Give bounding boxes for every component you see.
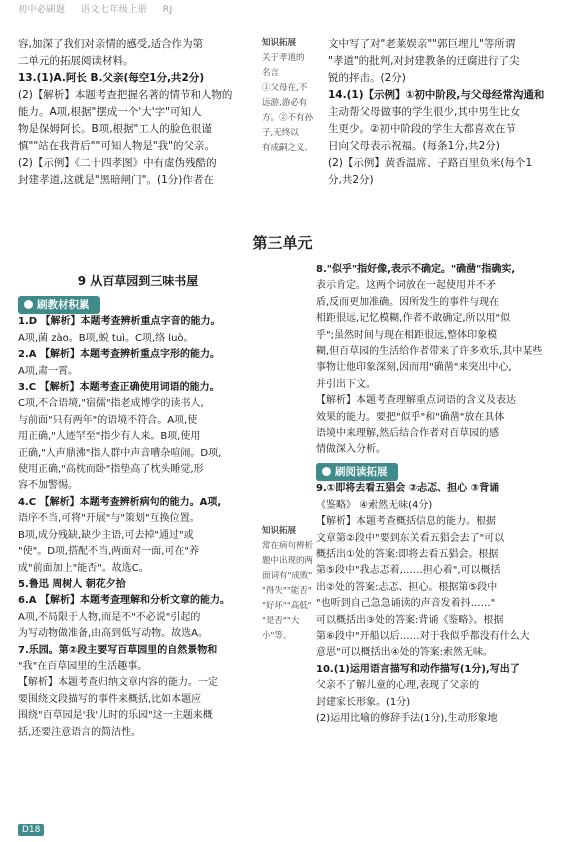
text-line: 出②处的答案:忐忑、担心。根据第⑤段中	[316, 581, 498, 593]
text-line: "也听到自己急急诵读的声音发着抖……"	[316, 598, 496, 610]
text-line: C项,不合语境,"宿儒"指老成博学的读书人,	[18, 398, 204, 410]
note-line: 面词有"成败"	[262, 571, 313, 581]
text-line: 表示肯定。这两个词放在一起使用并不矛	[316, 280, 496, 292]
text-line: 第⑥段中"开船以后……对于我似乎都没有什么大	[316, 630, 530, 642]
answer-9: 9.①即将去看五猖会 ②忐忑、担心 ③背诵	[316, 483, 500, 495]
right-body	[316, 262, 552, 727]
note-line: 题中出现的两	[262, 556, 314, 566]
text-line: 相距很远,记忆模糊,作者不敢确定,所以用"似	[316, 313, 511, 325]
text-line: 锐的抨击。(2分)	[328, 72, 406, 84]
text-line: 二单元的拓展阅读材料。	[18, 55, 134, 67]
answer-7: 7.乐园。第②段主要写百草园里的自然景物和	[18, 644, 218, 656]
text-line: 括,还要注意语言的简洁性。	[18, 726, 142, 738]
text-line: 慎""站在我背后""可知人物是"我"的父亲。	[18, 140, 215, 152]
text-line: "孝道"的批判,对封建教条的迂腐进行了尖	[328, 55, 520, 67]
text-line: A项,肃一霄。	[18, 365, 79, 377]
answer-3: 3.C 【解析】本题考查正确使用词语的能力。	[18, 382, 220, 394]
text-line: 【解析】本题考查概括信息的能力。根据	[316, 516, 496, 528]
section-tag-textbook	[18, 296, 100, 314]
text-line: 语序不当,可将"开展"与"策划"互换位置。	[18, 513, 200, 525]
text-line: 围绕"百草园是'我'儿时的乐园"这一主题来概	[18, 710, 213, 722]
text-line: 【解析】本题考查归纳文章内容的能力。一定	[18, 677, 218, 689]
answer-10: 10.(1)运用语言描写和动作描写(1分),写出了	[316, 663, 520, 675]
text-line: (2)运用比喻的修辞手法(1分),生动形象地	[316, 712, 498, 724]
text-line: 分,共2分)	[328, 174, 374, 186]
text-line: 意思"可以概括出④处的答案:索然无味。	[316, 647, 493, 659]
text-line: A项,不局限于人物,而是不"不必说"引起的	[18, 611, 201, 623]
text-line: 【解析】本题考查理解重点词语的含义及表达	[316, 395, 516, 407]
text-line: 并引出下文。	[316, 378, 376, 390]
text-line: 可以概括出③处的答案:背诵《鉴略》。根据	[316, 614, 504, 626]
text-line: (2)【示例】黄香温席、子路百里负米(每个1	[328, 157, 533, 169]
note-title: 知识拓展	[262, 526, 297, 536]
text-line: 使用正确,"高枕而卧"指垫高了枕头睡觉,形	[18, 464, 204, 476]
book-name: 语文七年级上册	[80, 5, 148, 15]
answer-6: 6.A 【解析】本题考查理解和分析文章的能力。	[18, 595, 230, 607]
knowledge-note-mid	[262, 524, 324, 644]
text-line: 糊,但百草园的生活给作者带来了许多欢乐,其中某些	[316, 346, 543, 358]
unit-title: 第三单元	[252, 234, 313, 252]
page-number: D18	[18, 824, 44, 836]
note-line: 方。②不有孙	[262, 113, 314, 123]
answer-2: 2.A 【解析】本题考查辨析重点字形的能力。	[18, 349, 220, 361]
note-title: 知识拓展	[262, 38, 297, 48]
text-line: 主动帮父母做事的学生很少,其中男生比女	[328, 106, 521, 118]
text-line: 为写动物做准备,由高到低写动物。故选A。	[18, 628, 209, 640]
lesson-title: 9 从百草园到三味书屋	[77, 274, 199, 288]
text-line: 封建孝道,这就是"黑暗闸门"。(1分)作者在	[18, 174, 214, 186]
text-line: 封建家长形象。(1分)	[316, 696, 411, 708]
note-line: ①父母在,不	[262, 83, 308, 93]
answer-1: 1.D 【解析】本题考查辨析重点字音的能力。	[18, 316, 221, 328]
note-line: 有成嗣之义。	[262, 143, 314, 153]
note-line: 远游,游必有	[262, 98, 308, 108]
question-13: 13.(1)A.阿长 B.父亲(每空1分,共2分)	[18, 72, 205, 84]
text-line: 第⑤段中"我忐忑着,……担心着",可以概括	[316, 565, 501, 577]
text-line: 情做深入分析。	[316, 444, 386, 456]
text-line: 成"前面加上"能否"。故选C。	[18, 562, 149, 574]
tag-dot-icon	[24, 300, 33, 309]
text-line: 文章第②段中"要到东关看五猖会去了"可以	[316, 532, 505, 544]
note-line: "好坏""高低"	[262, 601, 312, 611]
text-line: (2)【解析】本题考查把握名著的情节和人物的	[18, 89, 233, 101]
tag-dot-icon	[322, 467, 331, 476]
text-line: 正确,"人声鼎沸"指人群中声音嘈杂喧闹。D项,	[18, 447, 222, 459]
text-line: 用正确,"人迹罕至"指少有人来。B项,使用	[18, 431, 201, 443]
text-line: (2)【示例】《二十四孝图》中有虚伪残酷的	[18, 157, 217, 169]
series-name: 初中必刷题	[18, 5, 66, 15]
section-tag-reading	[316, 463, 398, 481]
top-right-column	[328, 36, 550, 189]
text-line: 容,加深了我们对亲情的感受,适合作为第	[18, 38, 204, 50]
text-line: 与前面"只有两年"的语境不符合。A项,使	[18, 414, 198, 426]
text-line: 文中写了对"老莱娱亲""郭巨埋儿"等所谓	[328, 38, 516, 50]
text-line: "使"。D项,搭配不当,两面对一面,可在"养	[18, 546, 200, 558]
tag-label: 刷教材积累	[37, 299, 90, 311]
answer-8: 8."似乎"指好像,表示不确定。"确凿"指确实,	[316, 264, 516, 275]
top-left-column	[18, 36, 258, 189]
text-line: "我"在百草园里的生活趣事。	[18, 660, 148, 672]
note-line: 小"等。	[262, 631, 292, 641]
text-line: 盾,反而更加准确。因所发生的事件与现在	[316, 296, 500, 308]
answer-4: 4.C 【解析】本题考查辨析病句的能力。A项,	[18, 496, 222, 508]
answer-5: 5.鲁迅 周树人 朝花夕拾	[18, 578, 126, 590]
text-line: 日向父母表示祝福。(每条1分,共2分)	[328, 140, 500, 152]
text-line: 乎";虽然时间与现在相距很远,整体印象模	[316, 329, 498, 341]
text-line: B项,成分残缺,缺少主语,可去掉"通过"或	[18, 529, 194, 541]
note-line: 子,无终以	[262, 128, 299, 138]
text-line: 要围绕文段描写的事件来概括,比如本题应	[18, 693, 202, 705]
question-14: 14.(1)【示例】①初中阶段,与父母经常沟通和	[328, 89, 545, 101]
tag-label: 刷阅读拓展	[335, 465, 388, 478]
text-line: 物是保姆阿长。B项,根据"工人的脸色很谨	[18, 123, 212, 135]
note-line: "得失""能否"	[262, 586, 312, 596]
note-line: 常在病句辨析	[262, 541, 314, 551]
note-line: 关于孝道的	[262, 53, 305, 63]
text-line: 能力。A项,根据"摆成一个'大'字"可知人	[18, 106, 202, 118]
text-line: 容不加警惕。	[18, 480, 78, 492]
text-line: 概括出①处的答案:即将去看五猖会。根据	[316, 548, 499, 560]
left-body	[18, 296, 258, 741]
edition-tag: RJ	[162, 5, 173, 15]
page-header	[18, 2, 185, 15]
text-line: 语境中来理解,然后结合作者对百草园的感	[316, 428, 500, 440]
text-line: 生更少。②初中阶段的学生大都喜欢在节	[328, 123, 516, 135]
text-line: A项,菌 zào。B项,蜕 tuì。C项,络 luò。	[18, 332, 194, 344]
text-line: 效果的能力。要把"似乎"和"确凿"放在具体	[316, 411, 505, 423]
text-line: 父亲不了解儿童的心理,表现了父亲的	[316, 680, 480, 692]
note-line: "是否""大	[262, 616, 300, 626]
note-line: 名言	[262, 68, 280, 78]
text-line: 《鉴略》 ④索然无味(4分)	[316, 499, 433, 511]
knowledge-note-top	[262, 36, 324, 156]
text-line: 事物让他印象深刻,因而用"确凿"来突出中心,	[316, 362, 512, 374]
